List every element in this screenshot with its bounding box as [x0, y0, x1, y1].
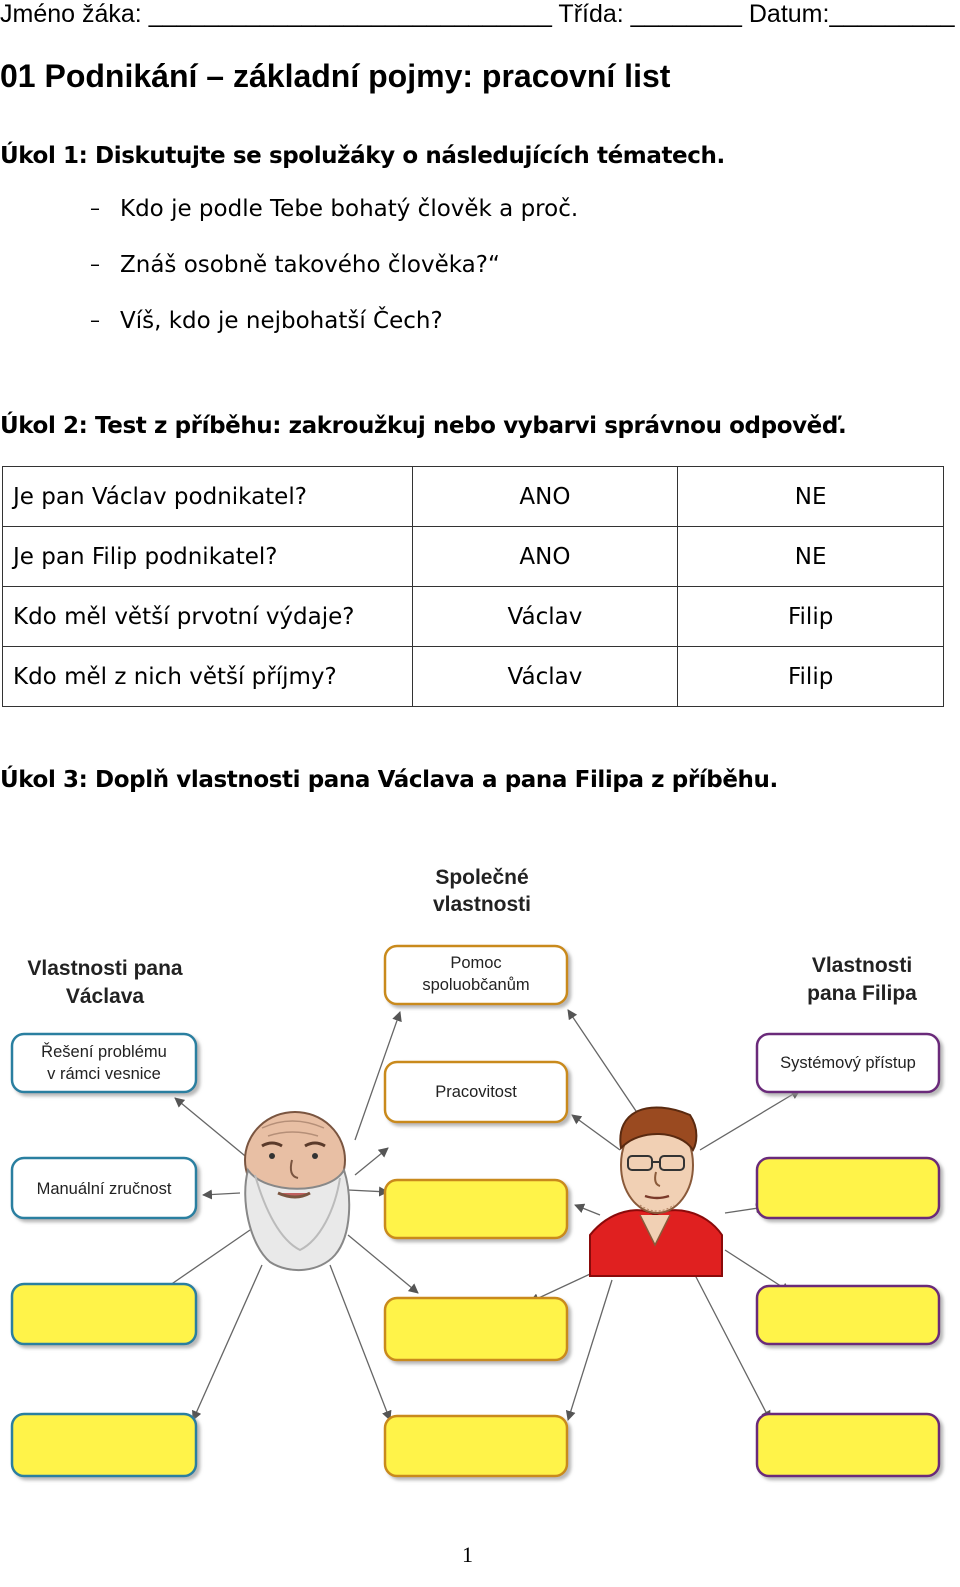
answer-option[interactable]: NE	[678, 467, 944, 527]
answer-option[interactable]: ANO	[412, 467, 678, 527]
task2-heading: Úkol 2: Test z příběhu: zakroužkuj nebo vybarvi správnou odpověď.	[0, 413, 847, 439]
question-cell: Kdo měl větší prvotní výdaje?	[3, 587, 413, 647]
venn-mindmap-diagram	[0, 840, 960, 1500]
filip-trait-1: Systémový přístup	[780, 1054, 916, 1072]
common-empty-box-1[interactable]	[385, 1180, 567, 1238]
page-number: 1	[462, 1542, 473, 1567]
vaclav-trait-1-line1: Řešení problému	[41, 1043, 167, 1061]
date-label: Datum:	[748, 0, 830, 28]
common-empty-box-2[interactable]	[385, 1298, 567, 1360]
task1-heading: Úkol 1: Diskutujte se spolužáky o následujících tématech.	[0, 143, 725, 169]
class-label: Třída:	[558, 0, 624, 28]
page-title: 01 Podnikání – základní pojmy: pracovní list	[0, 58, 671, 94]
answer-option[interactable]: Filip	[678, 647, 944, 707]
table-row	[3, 587, 944, 647]
common-heading-line1: Společné	[435, 866, 529, 889]
vaclav-empty-box-2[interactable]	[12, 1414, 196, 1476]
vaclav-trait-1-line2: v rámci vesnice	[47, 1065, 161, 1083]
student-header	[0, 0, 955, 29]
dash-icon: –	[90, 196, 100, 220]
task3-heading: Úkol 3: Doplň vlastnosti pana Václava a pana Filipa z příběhu.	[0, 767, 778, 793]
vaclav-empty-box-1[interactable]	[12, 1284, 196, 1344]
question-cell: Je pan Filip podnikatel?	[3, 527, 413, 587]
student-name-line[interactable]: _____________________________	[148, 0, 552, 28]
filip-empty-box-1[interactable]	[757, 1158, 939, 1218]
question-cell: Kdo měl z nich větší příjmy?	[3, 647, 413, 707]
common-trait-1-line1: Pomoc	[450, 954, 502, 972]
question-cell: Je pan Václav podnikatel?	[3, 467, 413, 527]
date-line[interactable]: _________	[829, 0, 955, 28]
answer-option[interactable]: NE	[678, 527, 944, 587]
list-item: – Znáš osobně takového člověka?“	[90, 252, 500, 278]
table-row	[3, 647, 944, 707]
filip-heading-line2: pana Filipa	[807, 982, 917, 1005]
task1-list	[90, 196, 578, 364]
vaclav-heading-line2: Václava	[65, 985, 145, 1008]
list-item: – Kdo je podle Tebe bohatý člověk a proč.	[90, 196, 579, 222]
common-empty-box-3[interactable]	[385, 1416, 567, 1476]
table-row	[3, 527, 944, 587]
filip-empty-box-2[interactable]	[757, 1286, 939, 1344]
list-item: – Víš, kdo je nejbohatší Čech?	[90, 308, 443, 334]
answer-option[interactable]: Václav	[412, 647, 678, 707]
dash-icon: –	[90, 308, 100, 332]
filip-heading-line1: Vlastnosti	[811, 954, 913, 977]
table-row	[3, 467, 944, 527]
filip-empty-box-3[interactable]	[757, 1414, 939, 1476]
student-name-label: Jméno žáka:	[0, 0, 142, 28]
answer-option[interactable]: Václav	[412, 587, 678, 647]
common-heading-line2: vlastnosti	[432, 893, 532, 916]
dash-icon: –	[90, 252, 100, 276]
class-line[interactable]: ________	[630, 0, 742, 28]
quiz-table	[2, 466, 944, 707]
vaclav-trait-2: Manuální zručnost	[36, 1180, 172, 1198]
vaclav-heading-line1: Vlastnosti pana	[27, 957, 183, 980]
vaclav-portrait	[245, 1112, 349, 1270]
answer-option[interactable]: Filip	[678, 587, 944, 647]
common-trait-2: Pracovitost	[435, 1083, 517, 1101]
common-trait-1-line2: spoluobčanům	[422, 976, 530, 994]
answer-option[interactable]: ANO	[412, 527, 678, 587]
filip-portrait	[590, 1107, 722, 1276]
